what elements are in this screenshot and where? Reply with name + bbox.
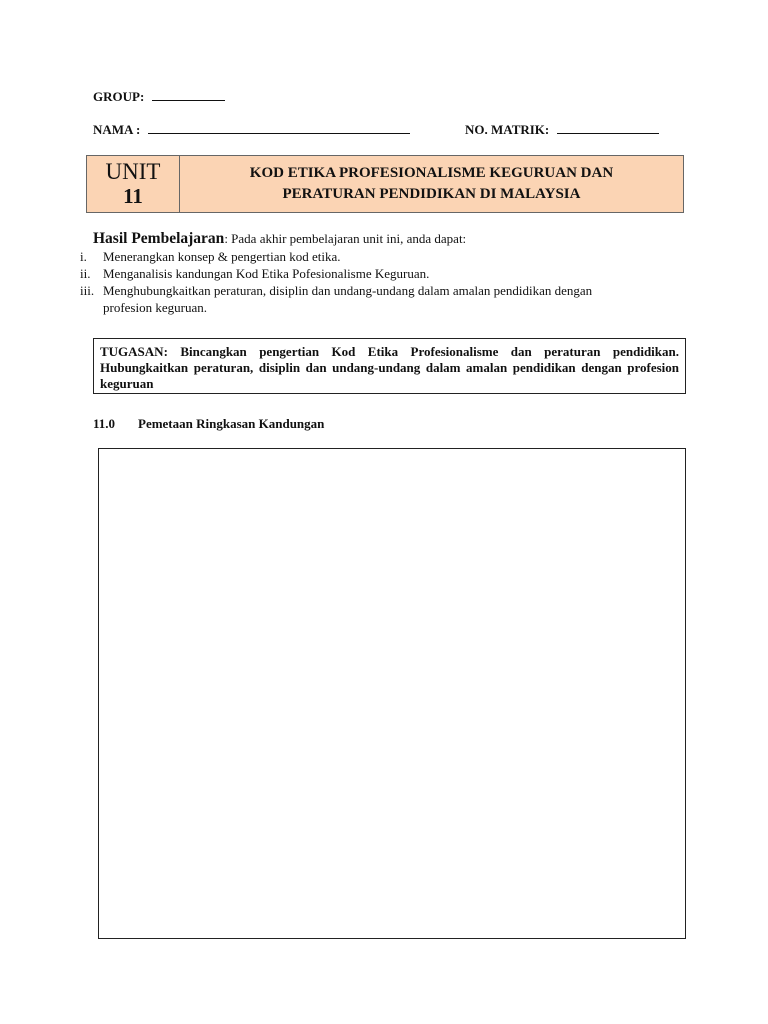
group-field (93, 88, 225, 106)
unit-number-cell (87, 156, 180, 212)
learning-outcomes (80, 230, 693, 316)
outcomes-intro: : Pada akhir pembelajaran unit ini, anda dapat: (224, 231, 467, 246)
section-title: Pemetaan Ringkasan Kandungan (138, 416, 325, 431)
outcome-item (80, 248, 693, 265)
task-text: Bincangkan pengertian Kod Etika Profesionalisme dan peraturan pendidikan. Hubungkaitkan peraturan, disiplin dan undang-undang dalam amalan pendidikan dengan profesion keguruan (100, 344, 679, 391)
section-heading (93, 416, 324, 432)
unit-title-cell (180, 156, 683, 212)
matrik-field (465, 121, 659, 139)
outcomes-title: Hasil Pembelajaran (93, 230, 225, 247)
outcome-text: Menganalisis kandungan Kod Etika Pofesionalisme Keguruan. (103, 266, 430, 281)
group-label: GROUP: (93, 89, 145, 104)
unit-header-box (86, 155, 684, 213)
unit-word: UNIT (105, 159, 161, 184)
content-map-box[interactable] (98, 448, 686, 939)
unit-title-line-1: KOD ETIKA PROFESIONALISME KEGURUAN DAN (249, 165, 614, 181)
outcome-number: iii. (80, 283, 95, 298)
matrik-label: NO. MATRIK: (465, 122, 550, 137)
unit-title-line-2: PERATURAN PENDIDIKAN DI MALAYSIA (282, 186, 581, 202)
matrik-blank-line[interactable] (557, 122, 659, 134)
learning-outcomes-heading (93, 230, 693, 248)
task-label: TUGASAN: (100, 344, 168, 359)
outcome-item (80, 282, 693, 316)
outcomes-list (80, 248, 693, 316)
section-number: 11.0 (93, 416, 116, 431)
outcome-number: i. (80, 249, 87, 264)
task-box (93, 338, 686, 394)
outcome-number: ii. (80, 266, 91, 281)
outcome-text: Menghubungkaitkan peraturan, disiplin dan undang-undang dalam amalan pendidikan dengan profesion keguruan. (103, 283, 593, 315)
outcome-text: Menerangkan konsep & pengertian kod etika. (103, 249, 341, 264)
nama-blank-line[interactable] (148, 122, 410, 134)
outcome-item (80, 265, 693, 282)
nama-label: NAMA : (93, 122, 141, 137)
nama-field (93, 121, 410, 139)
unit-number: 11 (123, 184, 143, 208)
group-blank-line[interactable] (152, 89, 225, 101)
